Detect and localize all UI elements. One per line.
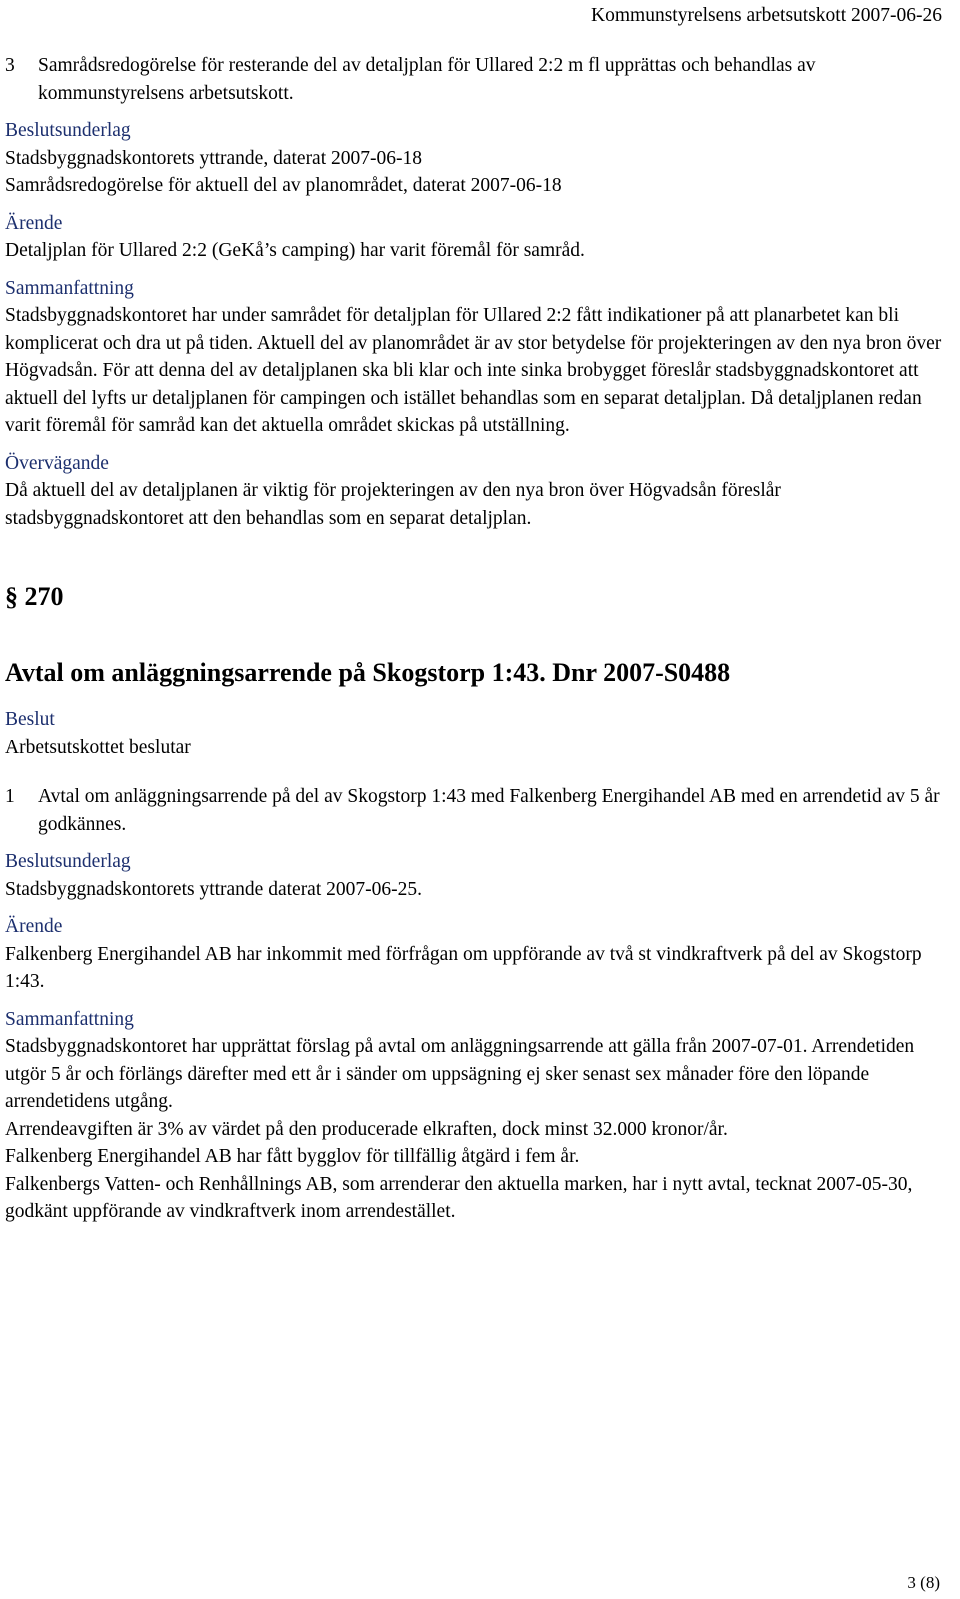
arende-text: Detaljplan för Ullared 2:2 (GeKå’s camping) har varit föremål för samråd. — [5, 240, 585, 261]
item-number: 3 — [5, 55, 15, 76]
section-heading-beslutsunderlag: Beslutsunderlag — [5, 851, 131, 872]
page-header: Kommunstyrelsens arbetsutskott 2007-06-26 — [591, 5, 942, 26]
section-heading-sammanfattning: Sammanfattning — [5, 1008, 134, 1030]
item-text: Avtal om anläggningsarrende på del av Skogstorp 1:43 med Falkenberg Energihandel AB med en arrendetid av 5 år godkännes. — [38, 786, 940, 835]
beslutsunderlag-line: Stadsbyggnadskontorets yttrande, daterat 2007-06-18 — [5, 147, 422, 169]
item-number: 1 — [5, 786, 15, 807]
sammanfattning-paragraph: Arrendeavgiften är 3% av värdet på den producerade elkraften, dock minst 32.000 kronor/år. — [5, 1118, 728, 1140]
sammanfattning-text: Stadsbyggnadskontoret har under samrådet för detaljplan för Ullared 2:2 fått indikationer på att planarbetet kan bli komplicerat och dra ut på tiden. Aktuell del av planområdet är av stor betydelse för projekteringen av den nya bron över Högvadsån. För att denna del av detaljplanen ska bli klar och inte sinka brobygget föreslår stadsbyggnadskontoret att aktuell del lyfts ur detaljplanen för campingen och istället behandlas som en separat detaljplan. Då detaljplanen redan varit föremål för samråd kan det aktuella området skickas på utställning. — [5, 305, 942, 436]
case-title: Avtal om anläggningsarrende på Skogstorp 1:43. Dnr 2007-S0488 — [5, 658, 731, 687]
overvagande-text: Då aktuell del av detaljplanen är viktig för projekteringen av den nya bron över Högvadsån föreslår stadsbyggnadskontoret att den behandlas som en separat detaljplan. — [5, 480, 781, 529]
sammanfattning-paragraph: Falkenberg Energihandel AB har fått bygglov för tillfällig åtgärd i fem år. — [5, 1146, 580, 1167]
sammanfattning-paragraph: Falkenbergs Vatten- och Renhållnings AB, som arrenderar den aktuella marken, har i nytt avtal, tecknat 2007-05-30, godkänt uppförande av vindkraftverk inom arrendestället. — [5, 1173, 913, 1222]
page-number: 3 (8) — [907, 1572, 940, 1592]
section-heading-arende: Ärende — [5, 916, 63, 937]
sammanfattning-paragraph: Stadsbyggnadskontoret har upprättat förslag på avtal om anläggningsarrende att gälla från 2007-07-01. Arrendetiden utgör 5 år och förlängs därefter med ett år i sänder om uppsägning ej sker senast sex månader före den löpande arrendetidens utgång. — [5, 1036, 915, 1112]
section-heading-arende: Ärende — [5, 212, 63, 234]
section-heading-sammanfattning: Sammanfattning — [5, 277, 134, 299]
beslutsunderlag-line: Samrådsredogörelse för aktuell del av planområdet, daterat 2007-06-18 — [5, 175, 562, 196]
decision-item-1 — [5, 783, 945, 838]
paragraph-number: § 270 — [5, 582, 64, 611]
document-body — [5, 52, 945, 1226]
section-heading-beslutsunderlag: Beslutsunderlag — [5, 120, 131, 141]
section-heading-overvagande: Övervägande — [5, 452, 109, 474]
arende-text: Falkenberg Energihandel AB har inkommit med förfrågan om uppförande av två st vindkraftverk på del av Skogstorp 1:43. — [5, 943, 922, 992]
beslut-text: Arbetsutskottet beslutar — [5, 736, 191, 758]
item-text: Samrådsredogörelse för resterande del av detaljplan för Ullared 2:2 m fl upprättas och behandlas av kommunstyrelsens arbetsutskott. — [38, 55, 816, 104]
section-heading-beslut: Beslut — [5, 709, 55, 730]
beslutsunderlag-text: Stadsbyggnadskontorets yttrande daterat 2007-06-25. — [5, 878, 422, 900]
decision-item-3 — [5, 52, 945, 107]
